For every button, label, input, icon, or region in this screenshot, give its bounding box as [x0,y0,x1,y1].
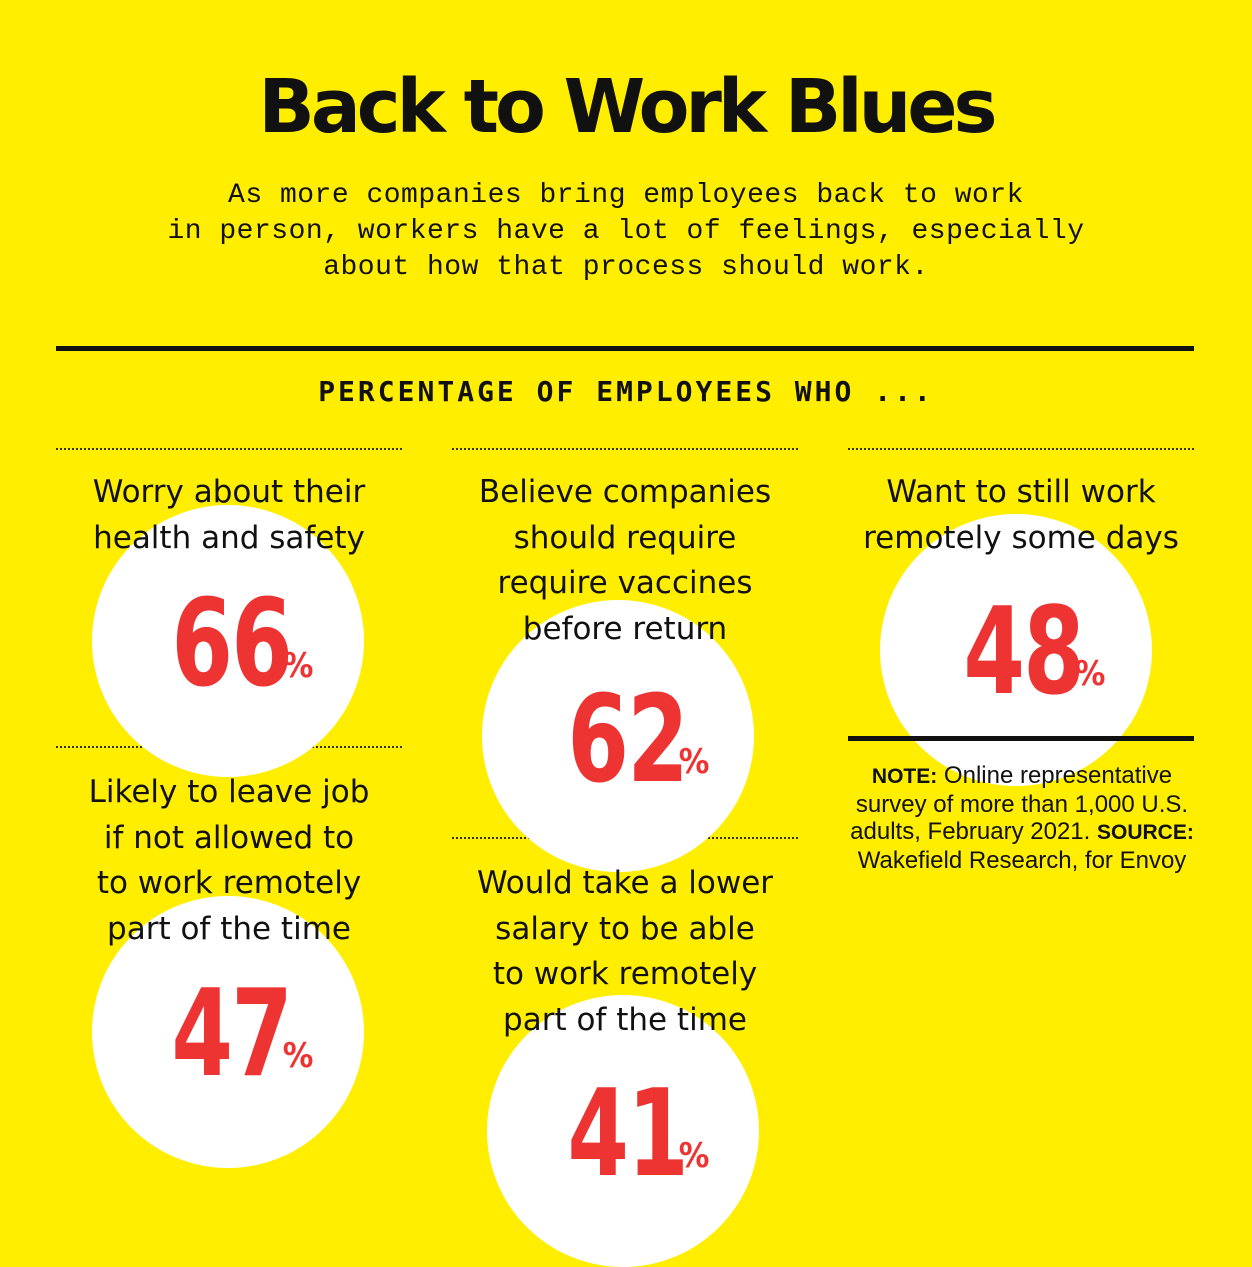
dotted-divider [56,448,402,450]
top-divider [56,346,1194,351]
label-line: Would take a lower [476,865,774,901]
subtitle-line: in person, workers have a lot of feelings, especially [167,216,1085,247]
page-title: Back to Work Blues [258,64,994,150]
subtitle-line: about how that process should work. [323,252,929,283]
label-line: to work remotely [96,865,362,901]
note-divider [848,736,1194,741]
stat-number: 62 [566,671,687,810]
label-line: if not allowed to [103,819,355,856]
label-line: Want to still work [886,474,1156,510]
note-label: NOTE: [871,765,938,788]
subtitle [126,178,1126,286]
stat-value [452,1065,798,1204]
stat-label [848,470,1194,561]
percent-sign: % [282,646,314,686]
stat-number: 47 [170,965,291,1104]
label-line: part of the time [503,1001,747,1038]
label-line: to work remotely [492,956,758,992]
stat-label [56,770,402,952]
stat-number: 66 [170,575,291,714]
stat-number: 48 [962,583,1083,722]
label-line: remotely some days [863,519,1179,556]
source-label: SOURCE: [1096,821,1194,844]
label-line: Likely to leave job [88,774,370,810]
label-line: salary to be able [495,910,755,947]
stat-value [56,575,402,714]
stat-value [848,583,1194,722]
source-note [848,762,1196,874]
stat-label [452,861,798,1043]
percent-sign: % [1074,654,1106,694]
stat-label [452,470,798,652]
label-line: Believe companies [478,474,772,510]
label-line: require vaccines [497,565,753,601]
stat-value [56,965,402,1104]
label-line: before return [522,610,728,647]
section-heading: PERCENTAGE OF EMPLOYEES WHO ... [318,375,934,408]
label-line: should require [513,519,737,556]
percent-sign: % [282,1036,314,1076]
note-text: Online representative survey of more than 1,000 U.S. adults, February 2021. [850,762,1189,845]
label-line: health and safety [93,519,365,556]
percent-sign: % [678,1136,710,1176]
source-text: Wakefield Research, for Envoy [857,846,1187,874]
stat-label [56,470,402,561]
stat-value [452,671,798,810]
percent-sign: % [678,742,710,782]
dotted-divider [848,448,1194,450]
label-line: Worry about their [92,474,366,510]
dotted-divider [452,448,798,450]
label-line: part of the time [107,910,351,947]
stat-number: 41 [566,1065,687,1204]
subtitle-line: As more companies bring employees back to work [228,180,1024,211]
